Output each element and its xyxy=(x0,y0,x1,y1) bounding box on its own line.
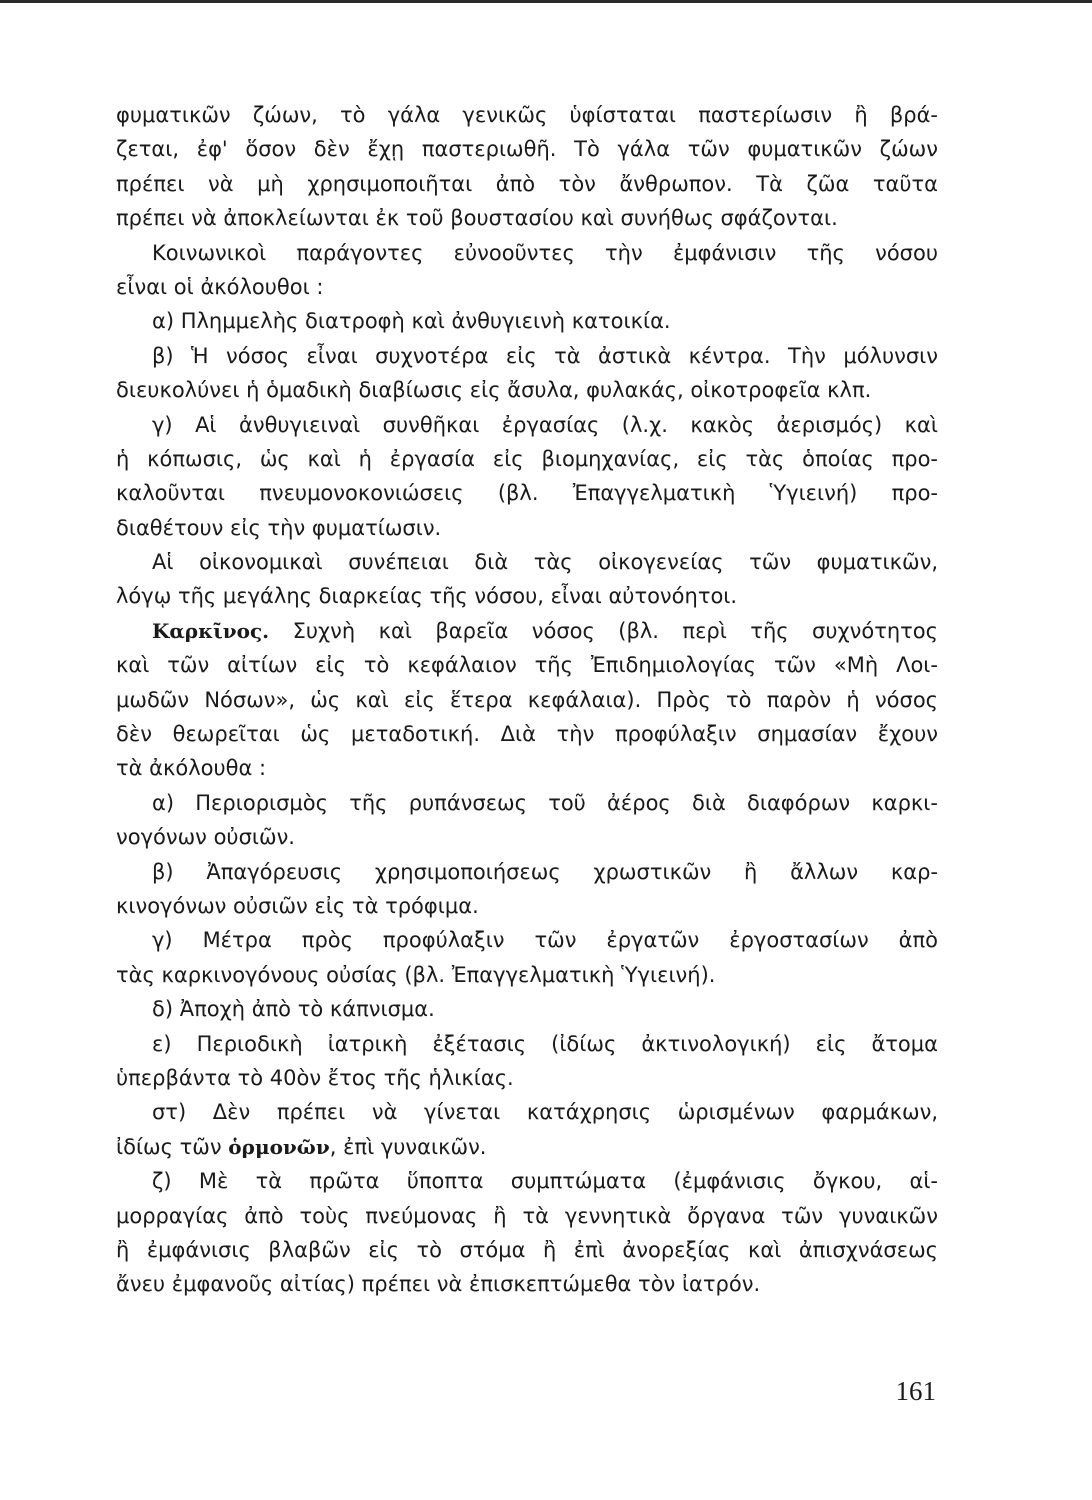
cancer-paragraph-first-line xyxy=(116,614,938,648)
text-line: ἄνευ ἐμφανοῦς αἰτίας) πρέπει νὰ ἐπισκεπτώμεθα τὸν ἰατρόν. xyxy=(116,1272,761,1297)
page-body xyxy=(116,98,938,1302)
text-line: μορραγίας ἀπὸ τοὺς πνεύμονας ἢ τὰ γεννητικὰ ὄργανα τῶν γυναικῶν xyxy=(116,1203,938,1228)
text-line: τὰς καρκινογόνους οὐσίας (βλ. Ἐπαγγελματικὴ Ὑγιεινή). xyxy=(116,962,716,987)
hormones-term: ὁρμονῶν xyxy=(228,1134,330,1159)
text-line: πρέπει νὰ μὴ χρησιμοποιῆται ἀπὸ τὸν ἄνθρωπον. Τὰ ζῶα ταῦτα xyxy=(116,171,938,196)
text-line: ζ) Μὲ τὰ πρῶτα ὕποπτα συμπτώματα (ἐμφάνισις ὄγκου, αἱ- xyxy=(152,1169,938,1194)
text-line-tail: Συχνὴ καὶ βαρεῖα νόσος (βλ. περὶ τῆς συχνότητος xyxy=(292,618,938,643)
text-line-head: ἰδίως τῶν xyxy=(116,1134,222,1159)
text-line: ἢ ἐμφάνισις βλαβῶν εἰς τὸ στόμα ἢ ἐπὶ ἀνορεξίας καὶ ἀπισχνάσεως xyxy=(116,1237,938,1262)
text-line: α) Πλημμελὴς διατροφὴ καὶ ἀνθυγιεινὴ κατοικία. xyxy=(152,309,671,334)
text-line: ζεται, ἐφ' ὅσον δὲν ἔχῃ παστεριωθῆ. Τὸ γάλα τῶν φυματικῶν ζώων xyxy=(116,137,938,162)
text-line: γ) Μέτρα πρὸς προφύλαξιν τῶν ἐργατῶν ἐργοστασίων ἀπὸ xyxy=(152,928,938,953)
text-line: α) Περιορισμὸς τῆς ρυπάνσεως τοῦ ἀέρος διὰ διαφόρων καρκι- xyxy=(152,790,938,815)
text-line: καὶ τῶν αἰτίων εἰς τὸ κεφάλαιον τῆς Ἐπιδημιολογίας τῶν «Μὴ Λοι- xyxy=(116,653,938,678)
text-line-tail: , ἐπὶ γυναικῶν. xyxy=(329,1134,487,1159)
text-line: στ) Δὲν πρέπει νὰ γίνεται κατάχρησις ὡρισμένων φαρμάκων, xyxy=(152,1100,938,1125)
text-line: μωδῶν Νόσων», ὡς καὶ εἰς ἕτερα κεφάλαια). Πρὸς τὸ παρὸν ἡ νόσος xyxy=(116,687,938,712)
text-line: διευκολύνει ἡ ὁμαδικὴ διαβίωσις εἰς ἄσυλα, φυλακάς, οἰκοτροφεῖα κλπ. xyxy=(116,378,872,403)
text-line: κινογόνων οὐσιῶν εἰς τὰ τρόφιμα. xyxy=(116,893,479,918)
text-line: ε) Περιοδικὴ ἰατρικὴ ἐξέτασις (ἰδίως ἀκτινολογική) εἰς ἄτομα xyxy=(152,1031,938,1056)
top-border-rule xyxy=(0,0,1092,3)
text-line: Αἱ οἰκονομικαὶ συνέπειαι διὰ τὰς οἰκογενείας τῶν φυματικῶν, xyxy=(152,550,938,575)
text-line: νογόνων οὐσιῶν. xyxy=(116,825,295,850)
text-line: διαθέτουν εἰς τὴν φυματίωσιν. xyxy=(116,515,442,540)
text-line: β) Ἀπαγόρευσις χρησιμοποιήσεως χρωστικῶν ἢ ἄλλων καρ- xyxy=(152,859,938,884)
text-line: δ) Ἀποχὴ ἀπὸ τὸ κάπνισμα. xyxy=(152,997,435,1022)
text-line: πρέπει νὰ ἀποκλείωνται ἐκ τοῦ βουστασίου καὶ συνήθως σφάζονται. xyxy=(116,206,838,231)
text-line: γ) Αἱ ἀνθυγιειναὶ συνθῆκαι ἐργασίας (λ.χ. κακὸς ἀερισμός) καὶ xyxy=(152,412,938,437)
text-line: καλοῦνται πνευμονοκονιώσεις (βλ. Ἐπαγγελματικὴ Ὑγιεινή) προ- xyxy=(116,481,938,506)
cancer-heading: Καρκῖνος. xyxy=(152,618,270,643)
text-line: ἡ κόπωσις, ὡς καὶ ἡ ἐργασία εἰς βιομηχανίας, εἰς τὰς ὁποίας προ- xyxy=(116,446,938,471)
text-line: εἶναι οἱ ἀκόλουθοι : xyxy=(116,274,324,299)
hormones-line xyxy=(116,1130,938,1164)
text-line: β) Ἡ νόσος εἶναι συχνοτέρα εἰς τὰ ἀστικὰ κέντρα. Τὴν μόλυνσιν xyxy=(152,343,938,368)
text-line: ὑπερβάντα τὸ 40ὸν ἔτος τῆς ἡλικίας. xyxy=(116,1065,514,1090)
text-line: λόγῳ τῆς μεγάλης διαρκείας τῆς νόσου, εἶναι αὐτονόητοι. xyxy=(116,584,738,609)
text-line: φυματικῶν ζώων, τὸ γάλα γενικῶς ὑφίσταται παστερίωσιν ἢ βρά- xyxy=(116,103,938,127)
text-line: Κοινωνικοὶ παράγοντες εὐνοοῦντες τὴν ἐμφάνισιν τῆς νόσου xyxy=(152,240,938,265)
text-line: τὰ ἀκόλουθα : xyxy=(116,756,267,781)
page-number: 161 xyxy=(895,1376,936,1406)
text-line: δὲν θεωρεῖται ὡς μεταδοτική. Διὰ τὴν προφύλαξιν σημασίαν ἔχουν xyxy=(116,722,938,747)
